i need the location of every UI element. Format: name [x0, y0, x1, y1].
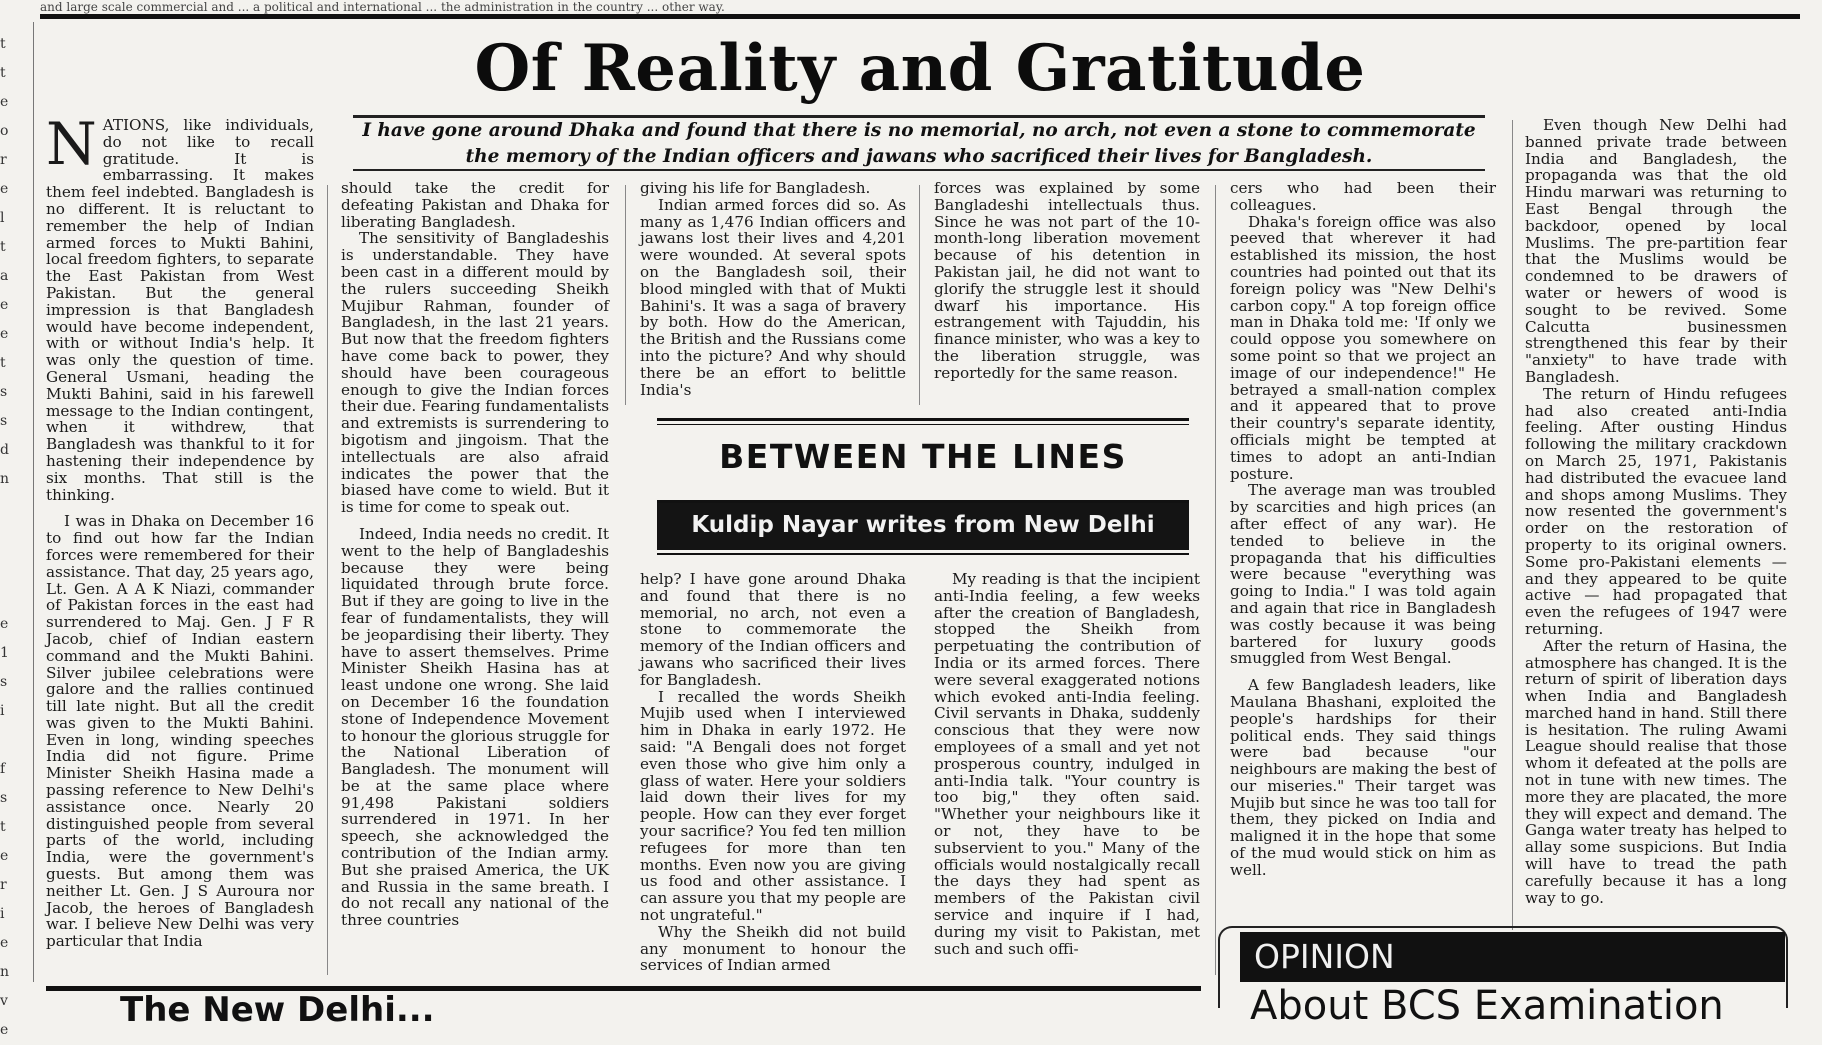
left-fragment-char: t — [0, 239, 6, 255]
left-fragment-char: e — [0, 326, 9, 342]
left-fragment-char: e — [0, 616, 9, 632]
column-divider — [625, 185, 626, 405]
left-fragment-char: v — [0, 993, 8, 1009]
article-paragraph: Indeed, India needs no credit. It went to the help of Bangladeshis because they were being liquidated through brute force. But if they are going to live in the fear of fundamentalists, they will be jeopardising their liberty. They have to assert themselves. Prime Minister Sheikh Hasina has at least undone one wrong. She laid on December 16 the foundation stone of Independence Movement to honour the glorious struggle for the National Liberation of Bangladesh. The monument will be at the same place where 91,498 Pakistani soldiers surrendered in 1971. In her speech, she acknowledged the contribution of the Indian army. But she praised America, the UK and Russia in the same breath. I do not recall any national of the three countries — [341, 524, 609, 930]
article-paragraph: I was in Dhaka on December 16 to find out how far the Indian forces were remembered for their assistance. That day, 25 years ago, Lt. Gen. A A K Niazi, commander of Pakistan forces in the east had surrendered to Maj. Gen. J F R Jacob, chief of Indian eastern command and the Mukti Bahini. Silver jubilee celebrations were galore and the rallies continued till late night. But all the credit was given to the Mukti Bahini. Even in long, winding speeches India did not figure. Prime Minister Sheikh Hasina made a passing reference to New Delhi's assistance once. Nearly 20 distinguished people from several parts of the world, including India, were the government's guests. But among them was neither Lt. Gen. J S Auroura nor Jacob, the heroes of Bangladesh war. I believe New Delhi was very particular that India — [46, 512, 314, 951]
left-fragment-char — [0, 581, 18, 610]
left-column-fragment — [0, 30, 18, 1038]
left-fragment-char: n — [0, 471, 10, 487]
left-fragment-char: s — [0, 674, 8, 690]
article-paragraph: The return of Hindu refugees had also created anti-India feeling. After ousting Hindus following the military crackdown on March 25, 1971, Pakistanis had distributed the evacuee land and shops among Muslims. They now resented the government's order on the restoration of property to its original owners. Some pro-Pakistani elements — and they appeared to be quite active — had propagated that even the refugees of 1947 were returning. — [1525, 384, 1787, 638]
left-fragment-char: s — [0, 384, 8, 400]
left-fragment-char: o — [0, 123, 9, 139]
left-fragment-char: e — [0, 935, 9, 951]
drop-cap: N — [46, 110, 97, 178]
left-fragment-char: l — [0, 210, 5, 226]
column-header-title: BETWEEN THE LINES — [719, 437, 1127, 476]
article-column-3-top — [640, 180, 906, 403]
article-paragraph: cers who had been their colleagues. — [1230, 179, 1496, 214]
article-paragraph: Why the Sheikh did not build any monument to honour the services of Indian armed — [640, 922, 906, 975]
left-fragment-char: r — [0, 152, 7, 168]
article-paragraph: help? I have gone around Dhaka and found that there is no memorial, no arch, not even a stone to commemorate the memory of the Indian officers and jawans who sacrificed their lives for Bangladesh. — [640, 570, 906, 689]
column-divider — [327, 185, 328, 975]
left-fragment-char: d — [0, 442, 9, 458]
pullquote: I have gone around Dhaka and found that there is no memorial, no arch, not even a stone to commemorate the memory of the Indian officers and jawans who sacrificed their lives for Bangladesh. — [362, 120, 1476, 167]
left-fragment-char: s — [0, 413, 8, 429]
left-fragment-char — [0, 523, 18, 552]
opinion-title: About BCS Examination — [1250, 983, 1724, 1029]
article-column-3-bottom — [640, 571, 906, 976]
left-fragment-char — [0, 494, 18, 523]
left-fragment-char: 1 — [0, 645, 9, 661]
column-header-rule — [657, 424, 1189, 425]
top-rule — [40, 14, 1800, 19]
article-paragraph: should take the credit for defeating Pakistan and Dhaka for liberating Bangladesh. — [341, 179, 609, 231]
left-fragment-char: f — [0, 761, 6, 777]
article-paragraph: My reading is that the incipient anti-India feeling, a few weeks after the creation of Bangladesh, stopped the Sheikh from perpetuating the contribution of India or its armed forces. There were several exaggerated notions which evoked anti-India feeling. Civil servants in Dhaka, suddenly conscious that they were now employees of a small and yet not prosperous country, indulged in anti-India talk. "Your country is too big," they often said. "Whether your neighbours like it or not, they have to be subservient to you." Many of the officials would nostalgically recall the days they had spent as members of the Pakistan civil service and inquire if I had, during my visit to Pakistan, met such and such offi- — [934, 570, 1200, 958]
left-fragment-char: t — [0, 36, 6, 52]
article-column-5 — [1230, 180, 1496, 925]
article-column-4-top — [934, 180, 1200, 403]
left-fragment-char: e — [0, 181, 9, 197]
left-fragment-char: t — [0, 819, 6, 835]
article-paragraph: The sensitivity of Bangladeshis is understandable. They have been cast in a different mould by the rulers succeeding Sheikh Mujibur Rahman, founder of Bangladesh, in the last 21 years. But now that the freedom fighters have come back to power, they should have been courageous enough to give the Indian forces their due. Fearing fundamentalists and extremists is surrendering to bigotism and jingoism. That the intellectuals are also afraid indicates the power that the biased have come to wield. But it is time for come to speak out. — [341, 229, 609, 517]
article-paragraph: I recalled the words Sheikh Mujib used when I interviewed him in Dhaka in early 1972. He said: "A Bengali does not forget even those who give him only a glass of water. Here your soldiers laid down their lives for my people. How can they ever forget your sacrifice? You fed ten million refugees for more than ten months. Even now you are giving us food and other assistance. I can assure you that my people are not ungrateful." — [640, 687, 906, 924]
left-fragment-char: a — [0, 268, 9, 284]
column-divider — [1512, 120, 1513, 930]
article-paragraph: Indian armed forces did so. As many as 1,476 Indian officers and jawans lost their lives and 4,201 were wounded. At several spots on the Bangladesh soil, their blood mingled with that of Mukti Bahini's. It was a saga of bravery by both. How do the American, the British and the Russians come into the picture? And why should there be an effort to belittle India's — [640, 195, 906, 399]
left-fragment-char: r — [0, 877, 7, 893]
left-divider — [33, 22, 34, 982]
column-header-byline: Kuldip Nayar writes from New Delhi — [691, 512, 1155, 538]
column-header-rule — [657, 418, 1189, 421]
article-paragraph: forces was explained by some Bangladeshi intellectuals thus. Since he was not part of the 10-month-long liberation movement because of his detention in Pakistan jail, he did not want to glorify the struggle lest it should dwarf his importance. His estrangement with Tajuddin, his finance minister, who was a key to the liberation struggle, was reportedly for the same reason. — [934, 179, 1200, 382]
left-fragment-char: t — [0, 355, 6, 371]
article-paragraph: After the return of Hasina, the atmosphere has changed. It is the return of spirit of liberation days when India and Bangladesh marched hand in hand. Still there is hesitation. The ruling Awami League should realise that those whom it defeated at the polls are not in tune with new times. The more they are placated, the more they will expect and demand. The Ganga water treaty has helped to allay some suspicions. But India will have to tread the path carefully because it has a long way to go. — [1525, 636, 1788, 907]
column-divider — [919, 185, 920, 405]
left-fragment-char: i — [0, 703, 5, 719]
article-paragraph: Even though New Delhi had banned private trade between India and Bangladesh, the propaganda was that the old Hindu marwari was returning to East Bengal through the backdoor, opened by local Muslims. The pre-partition fear that the Muslims would be condemned to be drawers of water or hewers of wood is sought to be revived. Some Calcutta businessmen strengthened this fear by their "anxiety" to have trade with Bangladesh. — [1525, 116, 1787, 386]
article-column-6 — [1525, 117, 1787, 917]
article-paragraph: The average man was troubled by scarcities and high prices (an after effect of any war). He tended to believe in the propaganda that his difficulties were because "everything was going to India." I was told again and again that rice in Bangladesh was costly because it was being bartered for luxury goods smuggled from West Bengal. — [1230, 481, 1496, 668]
opinion-label: OPINION — [1240, 932, 1785, 982]
left-fragment-char — [0, 726, 18, 755]
left-fragment-char: i — [0, 906, 5, 922]
article-paragraph: ATIONS, like individuals, do not like to recall gratitude. It is embarrassing. It makes them feel indebted. Bangladesh is no different. It is reluctant to remember the help of Indian armed forces to Mukti Bahini, local freedom fighters, to separate the East Pakistan from West Pakistan. But the general impression is that Bangladesh would have become independent, with or without India's help. It was only the question of time. General Usmani, heading the Mukti Bahini, said in his farewell message to the Indian contingent, when it withdrew, that Bangladesh was thankful to it for hastening their independence by six months. That still is the thinking. — [46, 116, 314, 504]
article-paragraph: A few Bangladesh leaders, like Maulana Bhashani, exploited the people's hardships for their political ends. They said things were bad because "our neighbours are making the best of our miseries." Their target was Mujib but since he was too tall for them, they picked on India and maligned it in the hope that some of the mud would stick on him as well. — [1230, 676, 1496, 879]
article-paragraph: Dhaka's foreign office was also peeved that wherever it had established its mission, the host countries had pointed out that its foreign policy was "New Delhi's carbon copy." A top foreign office man in Dhaka told me: 'If only we could oppose you somewhere on some point so that we project an image of our independence!" He betrayed a small-nation complex and it appeared that to prove their country's separate identity, officials might be tempted at times to adopt an anti-Indian posture. — [1230, 212, 1496, 483]
column-header-rule — [657, 553, 1189, 555]
pullquote-rule-bottom — [353, 169, 1485, 171]
left-fragment-char — [0, 552, 18, 581]
headline: Of Reality and Gratitude — [474, 31, 1366, 106]
article-column-2 — [341, 179, 609, 930]
article-column-1 — [46, 110, 314, 979]
column-divider — [1215, 185, 1216, 975]
bottom-headline-fragment: The New Delhi... — [120, 990, 435, 1030]
left-fragment-char: n — [0, 964, 10, 980]
left-fragment-char: e — [0, 848, 9, 864]
left-fragment-char: e — [0, 1022, 9, 1038]
top-text-strip: and large scale commercial and ... a political and international ... the administration in the country ... other way. — [40, 0, 725, 14]
left-fragment-char: e — [0, 94, 9, 110]
article-column-4-bottom — [934, 571, 1200, 976]
article-paragraph: giving his life for Bangladesh. — [640, 179, 871, 197]
left-fragment-char: e — [0, 297, 9, 313]
left-fragment-char: s — [0, 790, 8, 806]
left-fragment-char: t — [0, 65, 6, 81]
